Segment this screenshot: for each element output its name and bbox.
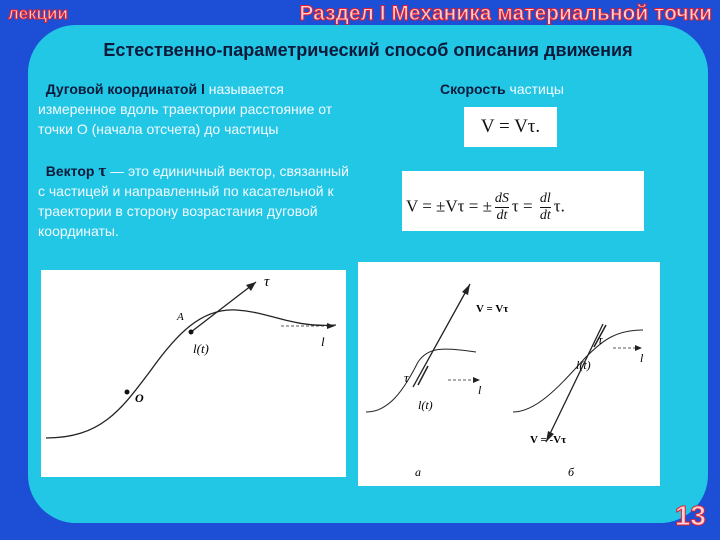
lectures-label[interactable]: лекции: [8, 4, 68, 23]
fraction-num-dl: dl: [539, 191, 551, 206]
velocity-vector-b: [546, 324, 603, 442]
point-a-label: A: [177, 311, 184, 323]
tau-a-label: τ: [404, 370, 409, 385]
lt-a-label: l(t): [418, 398, 433, 412]
arc-term: Дуговой координатой l: [45, 81, 205, 97]
trajectory-figure: [41, 270, 346, 477]
l-a-label: l: [478, 383, 482, 397]
velocity-formula: V = Vτ.: [464, 107, 557, 147]
tau-label: τ: [264, 274, 270, 290]
point-o-label: O: [135, 391, 144, 405]
trajectory-diagram: [41, 270, 346, 477]
l-label: l: [321, 334, 325, 349]
formula-end: τ.: [553, 196, 565, 216]
speed-text: частицы: [505, 81, 564, 97]
subfig-a-label: а: [415, 465, 421, 479]
fraction-den-dt: dt: [496, 208, 508, 223]
l-axis-arrowhead: [327, 323, 335, 329]
page-number: 13: [674, 500, 706, 531]
tau-b-label: τ: [598, 332, 603, 347]
lt-b-label: l(t): [576, 358, 591, 372]
subfig-b-label: б: [568, 465, 575, 479]
section-title: Раздел I Механика материальной точки: [299, 2, 712, 25]
vector-term: Вектор: [45, 163, 95, 179]
tangent-line: [191, 282, 256, 332]
lt-label: l(t): [193, 341, 209, 356]
vector-text: — это единичный вектор, связанный с частицей и направленный по касательной к траектории в сторону возрастания дуговой координаты.: [38, 163, 349, 239]
content-panel: [28, 25, 708, 523]
formula-lhs: V = ±Vτ = ±: [406, 196, 492, 216]
v-bottom-label: V = -Vτ: [530, 434, 567, 446]
l-b-label: l: [640, 351, 644, 365]
vector-definition: [38, 161, 358, 241]
speed-term: Скорость: [440, 81, 506, 97]
point-o: [125, 390, 130, 395]
v-top-label: V = Vτ: [476, 303, 509, 315]
tau-symbol: τ: [98, 161, 107, 180]
fraction-den-dt2: dt: [539, 208, 551, 223]
arc-definition: [38, 79, 358, 139]
velocity-derivative-formula: [402, 171, 644, 231]
slide-title: Естественно-параметрический способ описания движения: [103, 40, 633, 60]
formula-mid: τ =: [511, 196, 537, 216]
trajectory-curve: [46, 310, 336, 438]
velocity-direction-diagram: [358, 262, 660, 486]
point-a: [189, 330, 194, 335]
speed-heading: [440, 79, 564, 99]
arc-text: называется измеренное вдоль траектории расстояние от точки О (начала отсчета) до частицы: [38, 81, 333, 137]
fraction-num-ds: dS: [494, 191, 509, 206]
tangent-arrowhead: [246, 282, 256, 291]
velocity-a-arrowhead: [462, 284, 470, 295]
velocity-direction-figure: [358, 262, 660, 486]
velocity-vector-a: [413, 284, 470, 387]
